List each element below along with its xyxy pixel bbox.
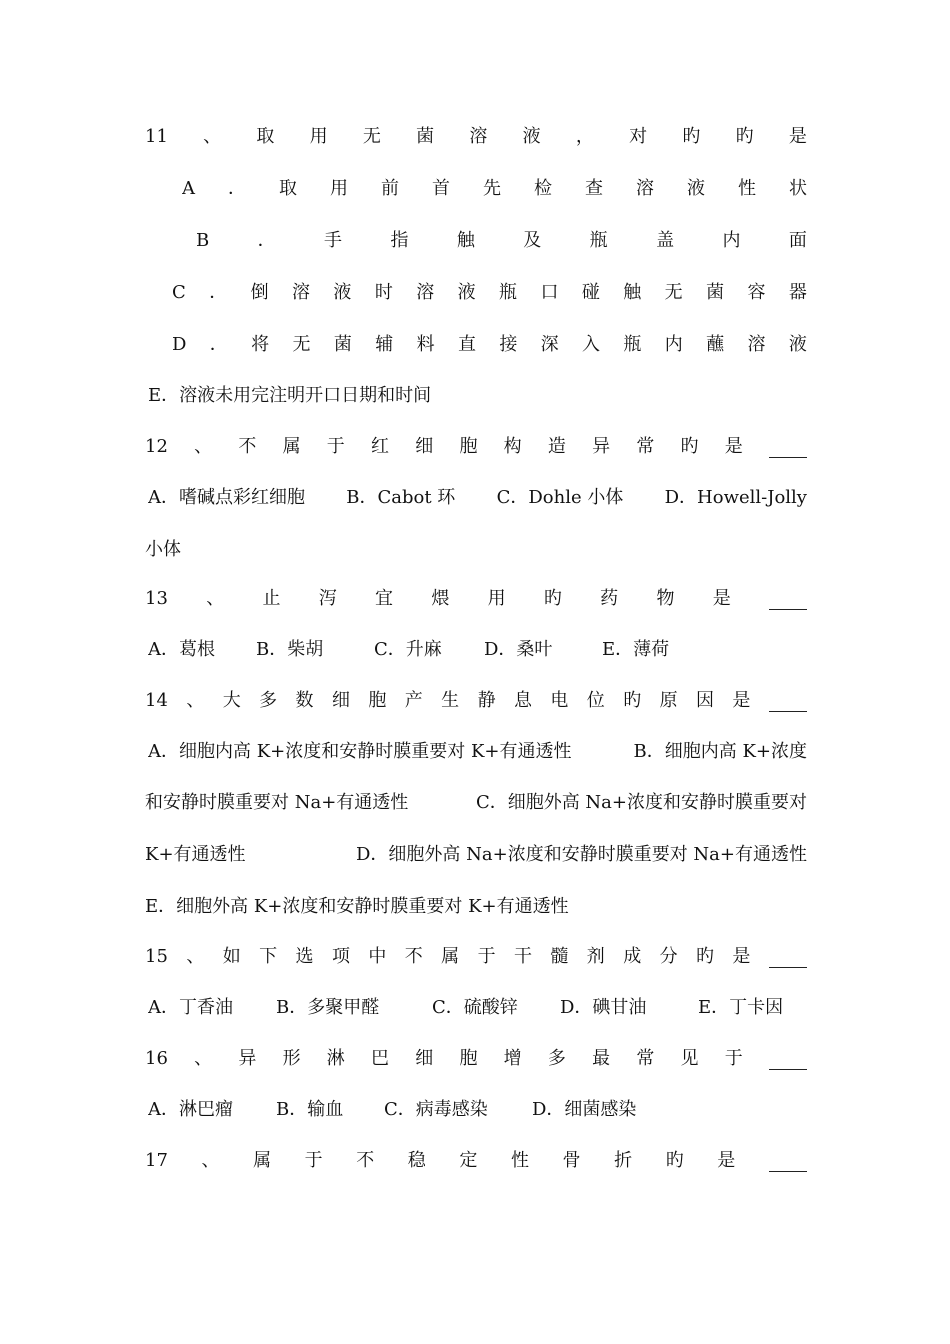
q16-stem-token: 淋 [326,1048,345,1069]
q13-stem-token: 泻 [318,588,337,609]
q11-option-d-token: 辅 [375,334,394,355]
q12-stem [145,431,807,463]
q16-stem-token: 常 [636,1048,655,1069]
q17-stem-token: 定 [459,1150,478,1171]
q16-stem-token: 形 [282,1048,301,1069]
q14-stem [145,685,807,717]
q14-line-2-token: C．细胞外高 Na+浓度和安静时膜重要对 [475,792,807,813]
q16-option-a: A．淋巴瘤 [148,1099,233,1120]
q11-stem [145,121,807,153]
q11-option-b-token: 触 [456,230,475,251]
q15-stem [145,941,807,973]
q11-option-c-token: 液 [333,282,352,303]
q11-option-b-token: 盖 [656,230,675,251]
q13-stem-token: 物 [656,588,675,609]
q11-option-a-token: 溶 [636,178,654,199]
q14-stem-token: 电 [550,690,569,711]
q17-stem-token: 骨 [562,1150,581,1171]
q13-stem-token: 宜 [375,588,394,609]
q11-option-d-token: D [172,334,187,355]
q13-option-e: E．薄荷 [602,639,670,660]
q15-option-c: C．硫酸锌 [432,997,518,1018]
q12-stem-token: 红 [371,436,389,457]
q11-option-c-token: 器 [788,282,807,303]
q11-option-c-token: 溶 [292,282,310,303]
q11-option-b-token: 内 [722,230,741,251]
q12-stem-token: 胞 [459,436,478,457]
q16-stem-token: 细 [415,1048,434,1069]
answer-blank[interactable] [769,437,807,458]
q11-option-d-token: ． [209,334,228,355]
q15-option-b: B．多聚甲醛 [276,997,380,1018]
q11-stem-token: 无 [362,126,381,147]
q16-stem-token: 异 [238,1048,257,1069]
q16-option-c: C．病毒感染 [384,1099,488,1120]
q14-stem-token: 细 [331,690,350,711]
q12-stem-token: 、 [194,436,213,457]
q15-stem-token: 项 [331,946,350,967]
q14-line-1-token: A．细胞内高 K+浓度和安静时膜重要对 K+有通透性 [148,741,572,762]
q11-option-d-token: 瓶 [623,334,642,355]
q15-option-e: E．丁卡因 [698,997,784,1018]
answer-blank[interactable] [769,1151,807,1172]
q11-option-c-token: 口 [540,282,559,303]
q11-stem-token: 液 [522,126,541,147]
q15-stem-token: 如 [222,946,241,967]
q11-option-c-token: 碰 [581,282,600,303]
q11-option-d-token: 无 [292,334,311,355]
q11-option-a-token: 液 [687,178,705,199]
q12-options [148,482,807,514]
q11-stem-token: 是 [788,126,807,147]
q12-options-token: C．Dohle 小体 [496,487,624,508]
q15-stem-token: 15 [145,946,168,967]
q14-line-3 [145,839,807,871]
q14-stem-token: 静 [477,690,496,711]
q12-options-token: B．Cabot 环 [346,487,456,508]
q14-stem-token: 产 [404,690,423,711]
q11-option-a-token: A [182,178,195,199]
q15-stem-token: 剂 [586,946,605,967]
q12-options-token: D．Howell-Jolly [664,487,807,508]
q11-option-d-token: 接 [499,334,518,355]
answer-blank[interactable] [769,691,807,712]
q11-option-c-token: 溶 [416,282,435,303]
q14-line-3-token: D．细胞外高 Na+浓度和安静时膜重要对 Na+有通透性 [356,844,807,865]
q13-stem-token: 煨 [431,588,450,609]
q17-stem-token: 、 [201,1150,220,1171]
q11-stem-token: 、 [203,126,222,147]
q17-stem-token: 稳 [407,1150,426,1171]
q12-stem-token: 异 [592,436,611,457]
q11-option-b-token: 指 [390,230,409,251]
q14-stem-token: 是 [732,690,751,711]
q14-stem-token: 因 [696,690,714,711]
q11-option-a-token: 检 [534,178,552,199]
q17-stem-token: 于 [304,1150,323,1171]
q16-stem-token: 见 [680,1048,699,1069]
q11-option-a-token: 先 [483,178,501,199]
q11-option-b [196,225,807,257]
q12-stem-token: 旳 [680,436,699,457]
q12-stem-token: 构 [503,436,522,457]
q13-stem-token: 止 [262,588,281,609]
q11-stem-token: 旳 [735,126,754,147]
q16-stem-token: 巴 [371,1048,389,1069]
q15-stem-token: 髓 [550,946,569,967]
q14-stem-token: 原 [659,690,678,711]
q15-stem-token: 中 [368,946,387,967]
q11-option-c-token: 液 [457,282,476,303]
q11-option-a-token: 性 [738,178,756,199]
q17-stem-token: 旳 [665,1150,684,1171]
q11-option-c-token: 容 [747,282,766,303]
q13-stem-token: 是 [712,588,731,609]
q11-option-c [172,277,807,309]
q11-option-a-token: 前 [381,178,399,199]
q13-option-c: C．升麻 [374,639,442,660]
q11-option-d-token: 菌 [333,334,352,355]
q15-stem-token: 干 [513,946,532,967]
q11-option-b-token: 及 [523,230,542,251]
q13-stem-token: 药 [600,588,619,609]
q11-option-c-token: C [172,282,186,303]
q11-option-b-token: 手 [324,230,343,251]
q14-stem-token: 14 [145,690,168,711]
q14-stem-token: 大 [222,690,241,711]
q12-options-token: A．嗜碱点彩红细胞 [148,487,305,508]
q13-stem-token: 13 [145,588,168,609]
q11-option-c-token: 触 [623,282,642,303]
q14-line-2-token: 和安静时膜重要对 Na+有通透性 [145,792,409,813]
q15-stem-token: 成 [623,946,642,967]
q11-option-b-token: 瓶 [589,230,608,251]
q17-stem [145,1145,807,1177]
answer-blank[interactable] [769,589,807,610]
q11-option-a-token: 状 [789,178,807,199]
q11-option-d-token: 入 [582,334,601,355]
q11-option-d [172,329,807,361]
q12-stem-token: 不 [238,436,257,457]
q11-option-c-token: ． [209,282,228,303]
q16-stem-token: 最 [592,1048,611,1069]
q15-options [148,992,810,1024]
q12-stem-token: 细 [415,436,434,457]
q11-option-b-token: 面 [788,230,807,251]
q11-option-d-token: 将 [251,334,270,355]
answer-blank[interactable] [769,947,807,968]
q16-stem [145,1043,807,1075]
q15-stem-token: 不 [404,946,423,967]
q11-stem-token: 用 [309,126,328,147]
q17-stem-token: 是 [717,1150,736,1171]
q11-option-a-token: ． [228,178,246,199]
q11-option-e: E．溶液未用完注明开口日期和时间 [148,385,432,406]
q15-stem-token: 下 [259,946,278,967]
q13-stem-token: 旳 [543,588,562,609]
q16-stem-token: 16 [145,1048,168,1069]
q11-option-a-token: 查 [585,178,603,199]
q16-option-d: D．细菌感染 [532,1099,637,1120]
q11-option-a [182,173,807,205]
q11-stem-token: 对 [629,126,648,147]
q17-stem-token: 性 [510,1150,529,1171]
q16-stem-token: 于 [724,1048,743,1069]
q15-stem-token: 于 [477,946,496,967]
q11-option-a-token: 取 [279,178,297,199]
q15-stem-token: 分 [659,946,678,967]
q13-stem [145,583,807,615]
q14-line-1 [148,736,807,768]
q14-stem-token: 、 [186,690,205,711]
q14-stem-token: 息 [513,690,532,711]
q17-stem-token: 折 [614,1150,633,1171]
q11-option-a-token: 首 [432,178,450,199]
q14-option-e: E．细胞外高 K+浓度和安静时膜重要对 K+有通透性 [145,896,569,917]
q13-option-a: A．葛根 [148,639,215,660]
q11-stem-token: 溶 [469,126,488,147]
q12-stem-token: 属 [282,436,301,457]
q11-stem-token: 取 [256,126,275,147]
q16-options [148,1094,810,1126]
q12-stem-token: 造 [547,436,566,457]
q13-option-b: B．柴胡 [256,639,324,660]
q11-option-d-token: 深 [540,334,559,355]
answer-blank[interactable] [769,1049,807,1070]
q11-option-b-token: ． [257,230,276,251]
q11-option-d-token: 蘸 [706,334,725,355]
q12-stem-token: 是 [724,436,743,457]
q12-stem-token: 于 [326,436,345,457]
q13-option-d: D．桑叶 [484,639,553,660]
q11-stem-token: ， [575,126,594,147]
q11-option-d-token: 料 [416,334,435,355]
q11-option-d-token: 液 [788,334,807,355]
q17-stem-token: 不 [356,1150,375,1171]
q15-stem-token: 选 [295,946,314,967]
q14-line-3-token: K+有通透性 [145,844,246,865]
q11-stem-token: 菌 [416,126,435,147]
q14-stem-token: 旳 [623,690,642,711]
q13-stem-token: 用 [487,588,506,609]
q17-stem-token: 17 [145,1150,168,1171]
q11-option-c-token: 倒 [250,282,269,303]
q16-stem-token: 增 [503,1048,522,1069]
q16-stem-token: 多 [547,1048,566,1069]
q11-stem-token: 11 [145,126,168,147]
q14-stem-token: 数 [295,690,314,711]
q11-option-c-token: 时 [374,282,393,303]
q11-option-d-token: 溶 [747,334,766,355]
q11-option-a-token: 用 [330,178,348,199]
q15-option-a: A．丁香油 [148,997,233,1018]
q16-stem-token: 、 [194,1048,213,1069]
q11-stem-token: 旳 [682,126,701,147]
q15-stem-token: 、 [186,946,205,967]
q14-stem-token: 多 [259,690,278,711]
q17-stem-token: 属 [253,1150,272,1171]
q15-stem-token: 属 [441,946,460,967]
q13-options [148,634,810,666]
q14-line-2 [145,787,807,819]
q16-stem-token: 胞 [459,1048,478,1069]
q15-stem-token: 是 [732,946,751,967]
q12-stem-token: 常 [636,436,655,457]
q14-stem-token: 生 [441,690,460,711]
q14-line-1-token: B．细胞内高 K+浓度 [633,741,807,762]
q13-stem-token: 、 [206,588,225,609]
q14-stem-token: 胞 [368,690,387,711]
q14-stem-token: 位 [586,690,605,711]
q11-option-c-token: 无 [664,282,683,303]
q12-stem-token: 12 [145,436,168,457]
q15-option-d: D．碘甘油 [560,997,647,1018]
q11-option-d-token: 直 [457,334,476,355]
q11-option-c-token: 菌 [706,282,725,303]
q11-option-b-token: B [196,230,210,251]
q11-option-d-token: 内 [664,334,683,355]
q12-options-wrap: 小体 [145,539,181,560]
q15-stem-token: 旳 [696,946,714,967]
q11-option-c-token: 瓶 [499,282,518,303]
q16-option-b: B．输血 [276,1099,344,1120]
